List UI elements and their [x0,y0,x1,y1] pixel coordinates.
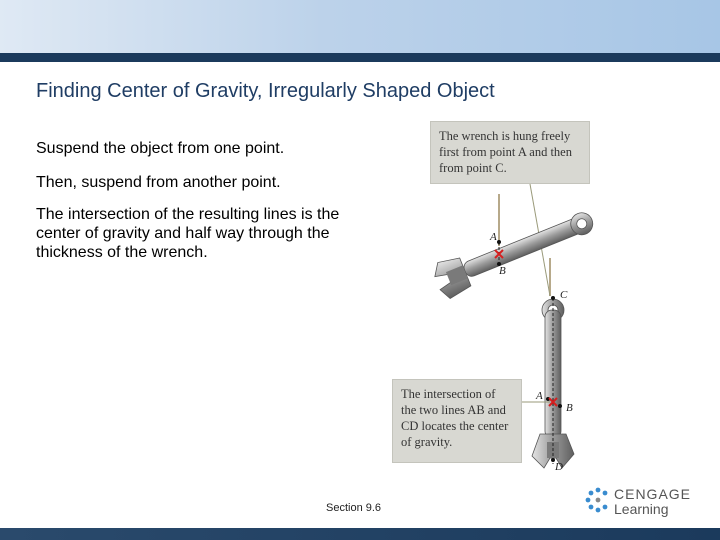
label-a-top: A [490,231,497,243]
label-b-top: B [499,265,506,277]
label-c: C [560,289,568,301]
caption-intersection: The intersection of the two lines AB and CD locates the center of gravity. [392,379,522,463]
caption-hung-freely: The wrench is hung freely first from point A and then from point C. [430,121,590,184]
bottom-bar [0,528,720,540]
cengage-dots-icon [584,486,612,516]
cengage-logo [584,486,694,518]
label-a-bottom: A [536,390,543,402]
bullet-suspend-another-point: Then, suspend from another point. [36,174,281,191]
point-c [551,296,555,300]
bullet-intersection: The intersection of the resulting lines is the center of gravity and half way through the thickness of the wrench. [36,206,340,261]
label-d: D [555,461,563,473]
label-b-bottom: B [566,402,573,414]
point-a-top [497,240,501,244]
point-b-bottom [558,404,562,408]
logo-text-learning: Learning [614,501,669,517]
wrench-tilted [430,203,599,301]
top-stripe [0,53,720,62]
section-number: Section 9.6 [326,502,382,514]
bullet-suspend-one-point: Suspend the object from one point. [36,140,285,157]
slide-title: Finding Center of Gravity, Irregularly Shaped Object [36,80,495,102]
logo-text-cengage: CENGAGE [614,486,692,502]
